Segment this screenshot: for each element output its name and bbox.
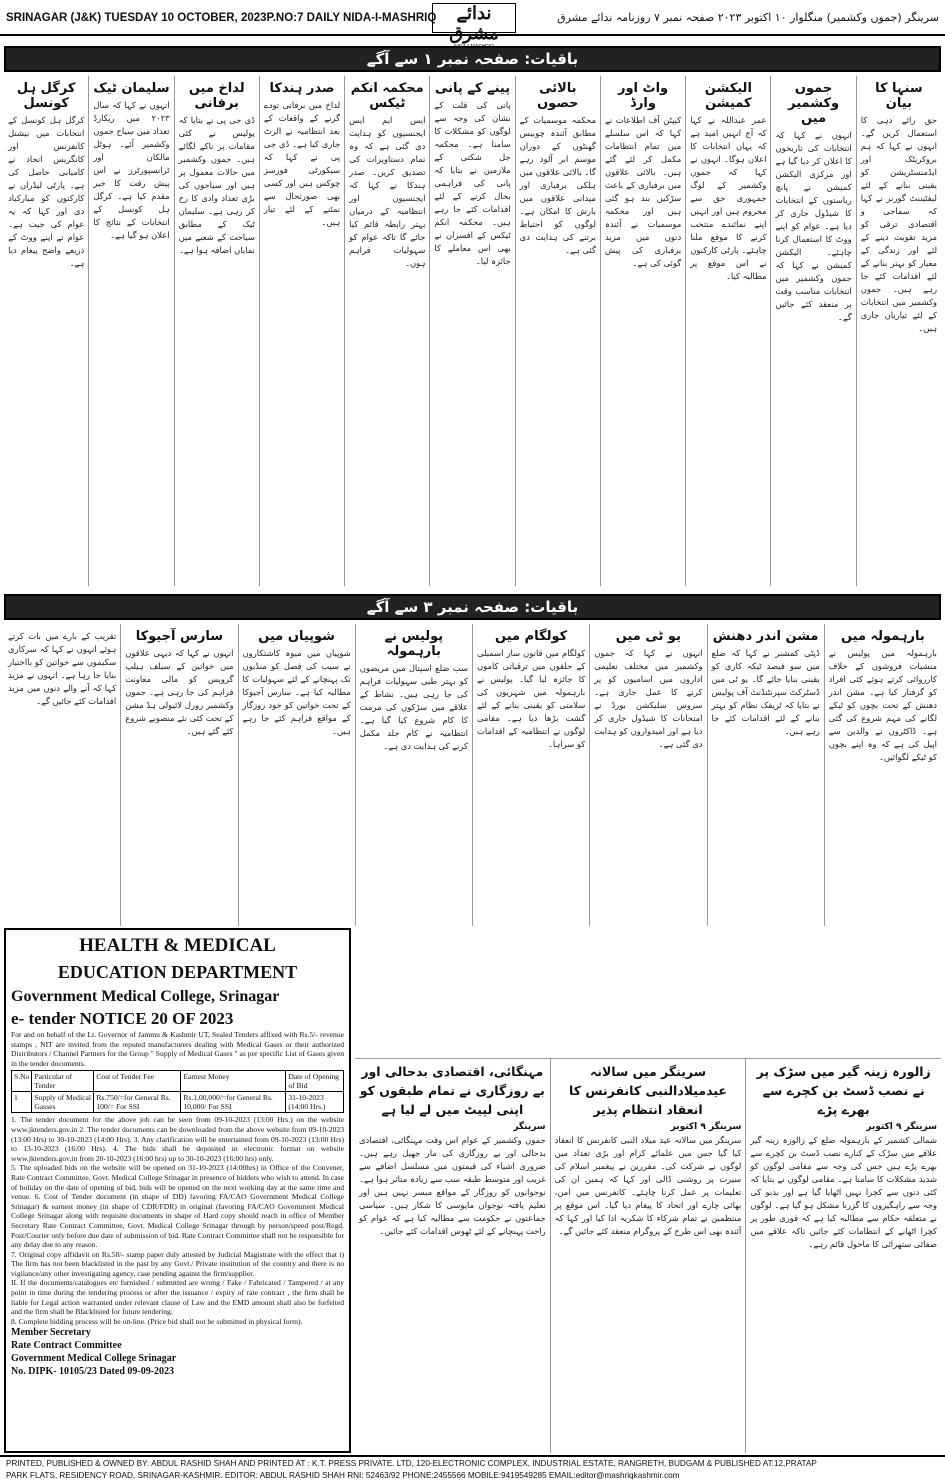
masthead <box>0 0 945 44</box>
column-heading: پولیس نے بارہمولہ <box>384 629 444 659</box>
tender-table <box>11 1070 344 1113</box>
tender-term: II. If the documents/catalogues etc furnished / submitted are wrong / Fake / Fabricated / Tampered / at any point in time during the tendering process or after the issuance / expiry of rate contract , the firm shall be liable for Legal action warranted under relevant clause of Law and the EMD amount shall also be forfeited and the firm shall be Blacklisted for future tendering. <box>11 1278 344 1317</box>
table-header-cell: Date of Opening of Bid <box>286 1071 344 1092</box>
column-heading: الیکشن کمیشن <box>704 81 752 111</box>
story-text: جموں وکشمیر کے عوام اس وقت مہنگائی، اقتصادی بدحالی اور بے روزگاری کی مار جھیل رہے ہیں۔ ضروری اشیاء کی قیمتوں میں مسلسل اضافے سے غریب اور متوسط طبقہ سب سے زیادہ متاثر ہوا ہے۔ نوجوانوں کو روزگار کے مواقع میسر نہیں ہیں اور تعلیم یافتہ نوجوان مایوسی کا شکار ہیں۔ سیاسی جماعتوں نے حکومت سے مطالبہ کیا ہے کہ عوام کو راحت پہنچانے کے لئے ٹھوس اقدامات کئے جائیں۔ <box>358 1135 546 1236</box>
story-milad-conference <box>550 1059 746 1453</box>
logo-urdu: ندائے مشرق <box>449 3 499 44</box>
tender-intro: For and on behalf of the Lt. Governor of Jammu & Kashmir UT, Sealed Tenders affixed with Rs.5/- revenue stamps , NIT are invited from the reputed manufacturers dealing with Medical Gases or their authorized Distributors / Channel Partners for the Group " Supply of Medical Gases " as per specific List of Gases given in the tender documents. <box>11 1030 344 1068</box>
newspaper-logo <box>432 3 516 44</box>
table-cell: 31-10-2023 (14:00 Hrs.) <box>286 1092 344 1113</box>
column-10 <box>88 76 173 586</box>
tender-college: Government Medical College, Srinagar <box>11 988 280 1005</box>
story-dateline: سرینگر ۹ اکتوبر <box>670 1122 742 1132</box>
table-header-cell: Cost of Tender Fee <box>94 1071 181 1092</box>
column-text: انہوں نے کہا کہ سال ۲۰۲۳ میں ریکارڈ تعداد میں سیاح جموں وکشمیر آئے۔ ہوٹل مالکان اور ٹرانسپورٹرز نے اس پیش رفت کا خیر مقدم کیا ہے۔ کرگل ہل کونسل کے انتخابات کے نتائج کا اعلان ہو گیا ہے۔ <box>93 100 170 240</box>
column-3 <box>685 76 770 586</box>
column-2 <box>770 76 855 586</box>
tender-table-header <box>12 1071 344 1092</box>
column-1 <box>856 76 941 586</box>
column-5 <box>515 76 600 586</box>
story-dateline: سرینگر ۹ اکتوبر <box>866 1122 937 1132</box>
story-text: شمالی کشمیر کے بارہمولہ ضلع کے زالورہ زینہ گیر علاقے میں سڑک کے کنارے نصب ڈسٹ بن کچرے سے بھرے پڑے ہیں جس کی وجہ سے مقامی لوگوں کو شدید مشکلات کا سامنا ہے۔ مقامی لوگوں نے بتایا کہ کئی دنوں سے کچرا نہیں اٹھایا گیا ہے اور بدبو کی وجہ سے راہگیروں کا گزرنا مشکل ہو گیا ہے۔ لوگوں نے متعلقہ حکام سے مطالبہ کیا ہے کہ فوری طور پر کچرا اٹھانے کے انتظامات کئے جائیں تاکہ علاقے میں صفائی ستھرائی کا ماحول قائم رہے۔ <box>750 1135 937 1249</box>
table-cell: Supply of Medical Gasses <box>32 1092 94 1113</box>
column-7 <box>344 76 429 586</box>
imprint-line-2: PARK FLATS, RESIDENCY ROAD, SRINAGAR-KASHMIR. EDITOR: ABDUL RASHID SHAH RNI: 52463/92 PHONE:2455566 MOBILE:9419549285 EMAIL:editor@mashriqkashmir.com <box>6 1471 680 1480</box>
column-heading: مشن اندر دھنش <box>712 629 819 644</box>
column-4 <box>600 76 685 586</box>
column-text: سب ضلع اسپتال میں مریضوں کو بہتر طبی سہولیات فراہم کی جا رہی ہیں۔ نشاط کے علاقے میں سڑکوں کی مرمت کا کام شروع کیا گیا ہے۔ انتظامیہ نے کام جلد مکمل کرنے کی ہدایت دی ہے۔ <box>359 663 468 751</box>
tender-term: 8. Complete bidding process will be on-line. (Price bid shall not be submitted in physical form). <box>11 1316 303 1326</box>
continuation-banner-mid: باقیات: صفحہ نمبر ۳ سے آگے <box>4 594 941 620</box>
column-text: انہوں نے کہا کہ دیہی علاقوں میں خواتین کے سیلف ہیلپ گروپس کو مالی معاونت فراہم کی جا رہی ہے۔ جموں وکشمیر رورل لائیولی ہڈ مشن کے تحت کئی نئے منصوبے شروع کئے گئے ہیں۔ <box>125 648 234 736</box>
column-text: انہوں نے کہا کہ انتخابات کی تاریخوں کا اعلان کر دیا گیا ہے اور مرکزی الیکشن کمیشن نے پانچ ریاستوں کے انتخابات کا شیڈول جاری کر دیا ہے۔ عوام کو اپنے ووٹ کا استعمال کرنا چاہئے۔ الیکشن کمیشن نے کہا کہ جموں وکشمیر میں انتخابات مناسب وقت پر منعقد کئے جائیں گے۔ <box>775 130 852 322</box>
tender-signatory: Rate Contract Committee <box>11 1340 122 1352</box>
imprint-footer <box>0 1455 945 1482</box>
column-11 <box>4 76 88 586</box>
column-text: حق رائے دہی کا استعمال کریں گے۔ انہوں نے کہا کہ ہم بروکریٹک اور ایڈمنسٹریشن کو یقینی بنانے کے لئے لیفٹیننٹ گورنر نے کہا کہ سماجی و اقتصادی ترقی کو مزید تقویت دینے کے لئے اور زندگی کے معیار کو بہتر بنانے کے لئے اقدامات کئے جا رہے ہیں۔ جموں وکشمیر میں انتخابات کے لئے تیاریاں جاری ہیں۔ <box>860 115 937 333</box>
story-headline: سرینگر میں سالانہ عیدمیلادالنبی کانفرنس کا انعقاد انتظام پذیر <box>569 1064 727 1117</box>
story-headline: زالورہ زینہ گیر میں سڑک پر نے نصب ڈسٹ بن کچرے سے بھرے پڑے <box>756 1064 931 1117</box>
mid-column-6 <box>238 624 355 926</box>
column-text: محکمہ موسمیات کے مطابق آئندہ چوبیس گھنٹوں کے دوران موسم ابر آلود رہے گا۔ بالائی علاقوں میں ہلکی برفباری اور میدانی علاقوں میں بارش کا امکان ہے۔ لوگوں کو احتیاط برتنے کی ہدایت دی گئی ہے۔ <box>519 115 596 255</box>
table-header-cell: Earnest Money <box>181 1071 286 1092</box>
mid-columns <box>4 624 941 926</box>
column-heading: سلیمان ٹیک <box>93 81 170 96</box>
column-text: عمر عبداللہ نے کہا کہ آج انہیں امید ہے کہ یہاں انتخابات کا اعلان ہوگا۔ انہوں نے کہا کہ جموں وکشمیر کے لوگ جمہوری حق سے محروم ہیں اور انہیں اپنے نمائندے منتخب کرنے کا موقع ملنا چاہئے۔ پارٹی کارکنوں نے اس موقع پر مطالبہ کیا۔ <box>690 115 767 281</box>
lower-stories <box>355 1058 941 1453</box>
mid-column-5 <box>355 624 472 926</box>
column-text: لداخ میں برفانی تودے گرنے کے واقعات کے بعد انتظامیہ نے الرٹ جاری کیا ہے۔ ڈی جی پی نے کہا کہ سیکورٹی فورسز چوکس ہیں اور کسی بھی صورتحال سے نمٹنے کے لئے تیار ہیں۔ <box>263 100 341 227</box>
table-header-cell: S.No <box>12 1071 32 1092</box>
column-heading: کولگام میں <box>495 629 568 644</box>
column-text: بارہمولہ میں پولیس نے منشیات فروشوں کے خلاف کارروائی کرتے ہوئے کئی افراد کو گرفتار کیا ہے۔ مشن اندر دھنش کے تحت بچوں کو ٹیکے لگانے کی مہم شروع کی گئی ہے۔ ڈاکٹروں نے والدین سے اپیل کی ہے کہ وہ اپنے بچوں کو ٹیکے لگوائیں۔ <box>828 648 937 762</box>
continuation-banner-top: باقیات: صفحہ نمبر ۱ سے آگے <box>4 46 941 72</box>
column-text: کیپٹن آف اطلاعات نے کہا کہ اس سلسلے میں تمام انتظامات مکمل کر لئے گئے ہیں۔ بالائی علاقوں میں برفباری کے باعث سڑکیں بند ہو گئی ہیں اور محکمہ موسمیات نے آئندہ دنوں میں مزید برفباری کی پیش گوئی کی ہے۔ <box>604 115 682 268</box>
table-cell: Rs.750/=for General Rs. 100/= For SSI <box>94 1092 181 1113</box>
mid-column-8 <box>4 624 120 926</box>
column-heading: لداخ میں برفانی <box>188 81 245 111</box>
masthead-urdu-date: سرینگر (جموں وکشمیر) منگلوار ۱۰ اکتوبر ۲۰۲۳ صفحہ نمبر ۷ روزنامہ ندائے مشرق <box>557 11 939 24</box>
column-6 <box>429 76 514 586</box>
column-text: شوپیاں میں میوہ کاشتکاروں نے سیب کی فصل کو منڈیوں تک پہنچانے کے لئے سہولیات کا مطالبہ کیا ہے۔ سارس آجیوکا کے تحت خواتین کو خود روزگار کے مواقع فراہم کئے جا رہے ہیں۔ <box>242 648 351 736</box>
story-inflation <box>355 1059 550 1453</box>
top-columns <box>4 76 941 586</box>
table-row <box>12 1092 344 1113</box>
column-heading: پینے کے پانی <box>434 81 511 96</box>
tender-term: 5. The uploaded bids on the website will be opened on 31-10-2023 (14:00hrs) in Office of the Convener, Rate Contract Committee, Govt. Medical College Srinagar in presence of bidders who wish to attend. In case of holiday on the date of opening of bid, bids will be opened on the next working day at the same time and venue. 6. Cost of Tender document (in shape of DD) favoring FA/CAO Government Medical College Srinagar) & earnest money (in shape of CDR/FDR) in original (favoring FA/CAO Government Medical College Srinagar along with requisite documents in shape of Hard copy should reach in office of Member Secretary Rate Contract Committee, Govt. Medical College Srinagar through by person/speed post/Regd. Post/Courier only before due date of submission of bid. Rate Contract Committee shall not be responsible for any delay due to any reason. <box>11 1163 344 1250</box>
mid-column-1 <box>824 624 941 926</box>
mid-column-2 <box>707 624 824 926</box>
story-headline: مہنگائی، اقتصادی بدحالی اور بے روزگاری نے تمام طبقوں کو اپنی لپیٹ میں لے لیا ہے <box>359 1064 545 1117</box>
column-text: تقریب کے بارے میں بات کرتے ہوئے انہوں نے کہا کہ سرکاری سکیموں سے خواتین کو بااختیار بنایا جا رہا ہے۔ انہوں نے مزید کہا کہ آنے والے دنوں میں مزید اقدامات کئے جائیں گے۔ <box>8 631 117 706</box>
column-heading: بارہمولہ میں <box>840 629 925 644</box>
column-heading: سارس آجیوکا <box>135 629 224 644</box>
mid-column-7 <box>120 624 237 926</box>
story-text: سرینگر میں سالانہ عید میلاد النبی کانفرنس کا انعقاد کیا گیا جس میں علمائے کرام اور بڑی تعداد میں لوگوں نے شرکت کی۔ مقررین نے پیغمبر اسلام کی سیرت پر روشنی ڈالی اور کہا کہ ہمیں ان کی تعلیمات پر عمل کرنا چاہئے۔ کانفرنس میں امن، بھائی چارے اور اتحاد کا پیغام دیا گیا۔ اس موقع پر منتظمین نے تمام شرکاء کا شکریہ ادا کیا اور کہا کہ آئندہ بھی اس طرح کے پروگرام منعقد کئے جائیں گے۔ <box>554 1135 742 1236</box>
masthead-english-date: SRINAGAR (J&K) TUESDAY 10 OCTOBER, 2023P.NO:7 DAILY NIDA-I-MASHRIQ <box>6 12 437 24</box>
tender-dept-line1: HEALTH & MEDICAL <box>79 935 276 956</box>
column-heading: صدر ہندکا <box>269 81 335 96</box>
tender-term: 7. Original copy affidavit on Rs.50/- stamp paper duly attested by Judicial Magistrate with the effect that i) The firm has not been blacklisted in the past by any Govt./ Private institution of the country and there is no vigilance/any other investigating agency, case pending against the firm/supplier. <box>11 1249 344 1278</box>
story-zaloora <box>745 1059 941 1453</box>
table-header-cell: Particular of Tender <box>32 1071 94 1092</box>
tender-signatory: Government Medical College Srinagar <box>11 1353 177 1365</box>
e-tender-notice <box>4 928 351 1453</box>
tender-term: 1. The tender document for the above job can be seen from 09-10-2023 (13:00 Hrs.) on the website www.jktenders.gov.in 2. The tender documents can be downloaded from the above website from 09-10-2023 (13:00 Hrs) to 30-10-2023 (14:00 Hrs). 3. Any clarification will be entertained from 09-10-2023 (13:00 Hrs) to 13-10-2023 (16:00 Hrs). 4. The bids shall be deposited in electronic format on website www.jktenders.gov.in from 20-10-2023 (16:00 hrs) up to 30-10-2023 (16:00 hrs) only. <box>11 1115 344 1163</box>
column-text: کولگام میں قانون ساز اسمبلی کے حلقوں میں ترقیاتی کاموں کا جائزہ لیا گیا۔ پولیس نے بارہمولہ میں شہریوں کی سلامتی کو یقینی بنانے کے لئے گشت بڑھا دیا ہے۔ مقامی لوگوں نے انتظامیہ کے اقدامات کو سراہا۔ <box>477 648 586 749</box>
column-heading: سنہا کا بیان <box>875 81 923 111</box>
column-heading: کرگل ہل کونسل <box>16 81 76 111</box>
column-heading: بالائی حصوں <box>537 81 579 111</box>
mid-column-3 <box>589 624 706 926</box>
column-heading: جموں وکشمیر میں <box>788 81 840 126</box>
column-heading: محکمہ انکم ٹیکس <box>350 81 424 111</box>
column-text: انہوں نے کہا کہ جموں وکشمیر میں مختلف تعلیمی اداروں میں اسامیوں کو پر کرنے کا عمل جاری ہے۔ سروس سلیکشن بورڈ نے امتحانات کا شیڈول جاری کر دیا ہے اور امیدواروں کو ہدایت دی گئی ہے۔ <box>594 648 703 749</box>
tender-dipk-number: No. DIPK- 10105/23 Dated 09-09-2023 <box>11 1366 175 1378</box>
mid-column-4 <box>472 624 589 926</box>
table-cell: Rs.1,00,000/=for General Rs. 10,000/ For SSI <box>181 1092 286 1113</box>
column-text: ایس ایم ایس ایجنسیوں کو ہدایت دی گئی ہے کہ وہ تمام دستاویزات کی تصدیق کریں۔ صدر ہندکا نے کہا کہ ایجنسیوں اور انتظامیہ کے درمیان بہتر رابطہ قائم کیا جائے گا تاکہ عوام کو سہولیات فراہم ہوں۔ <box>349 115 426 268</box>
column-text: ڈی جی پی نے بتایا کہ پولیس نے کئی مقامات پر ناکے لگائے ہیں۔ جموں وکشمیر میں حالات معمول پر ہیں اور سیاحوں کی بڑی تعداد وادی کا رخ کر رہی ہے۔ سلیمان ٹیک کے مطابق سیاحت کے شعبے میں نمایاں اضافہ ہوا ہے۔ <box>178 115 255 255</box>
story-dateline: سرینگر <box>513 1122 546 1132</box>
tender-signatory: Member Secretary <box>11 1327 91 1339</box>
column-text: ڈپٹی کمشنر نے کہا کہ ضلع میں سو فیصد ٹیکہ کاری کو یقینی بنایا جائے گا۔ یو ٹی میں ڈسٹرکٹ سپرنٹنڈنٹ آف پولیس نے بتایا کہ ٹریفک نظام کو بہتر بنانے کے لئے اقدامات کئے جا رہے ہیں۔ <box>711 648 820 736</box>
imprint-line-1: PRINTED, PUBLISHED & OWNED BY: ABDUL RASHID SHAH AND PRINTED AT : K.T. PRESS PRIVATE. LTD, 120-ELECTRONIC COMPLEX, INDUSTRIAL ESTATE, RANGRETH, BUDGAM & PUBLISHED AT:12,PRATAP <box>6 1459 817 1468</box>
column-text: پانی کی قلت کے نشان کی وجہ سے لوگوں کو مشکلات کا سامنا ہے۔ محکمہ جل شکتی کے ملازمین نے بتایا کہ پانی کی فراہمی بحال کرنے کے لئے اقدامات کئے جا رہے ہیں۔ محکمہ انکم ٹیکس کے افسران نے بھی اس معاملے کا جائزہ لیا۔ <box>434 100 511 266</box>
tender-dept-line2: EDUCATION DEPARTMENT <box>57 962 298 982</box>
column-heading: یو ٹی میں <box>615 629 681 644</box>
column-heading: شوپیاں میں <box>258 629 335 644</box>
column-8 <box>259 76 344 586</box>
column-text: کرگل ہل کونسل کے انتخابات میں نیشنل کانفرنس اور کانگریس اتحاد نے کامیابی حاصل کی ہے۔ پارٹی لیڈران نے کارکنوں کو مبارکباد دی اور کہا کہ یہ عوام کی جیت ہے۔ عوام نے اپنے ووٹ کے ذریعے واضح پیغام دیا ہے۔ <box>8 115 85 268</box>
column-9 <box>174 76 259 586</box>
tender-notice-number: e- tender NOTICE 20 OF 2023 <box>11 1009 234 1028</box>
column-heading: واٹ اور وارڈ <box>617 81 669 111</box>
table-cell: 1 <box>12 1092 32 1113</box>
